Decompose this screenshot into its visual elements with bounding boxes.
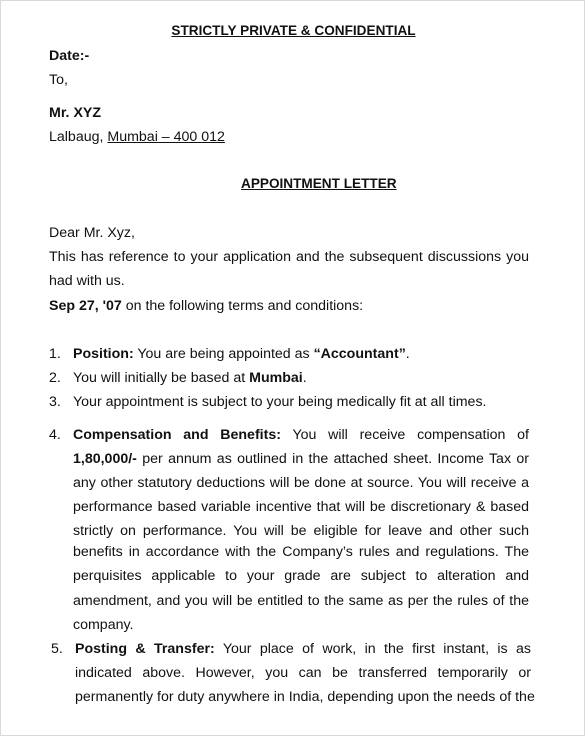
term-4-line-8: amendment, and you will be entitled to the same as per the rules of the	[73, 593, 529, 609]
term-4-line-9: company.	[73, 617, 134, 633]
term-4-line-5: strictly on performance. You will be eligible for leave and other such	[73, 523, 529, 539]
terms-date-rest: on the following terms and conditions:	[121, 298, 364, 314]
intro-line-2: had with us.	[49, 273, 125, 289]
letter-subject: APPOINTMENT LETTER	[241, 176, 397, 191]
term-4-label: Compensation and Benefits:	[73, 427, 281, 443]
terms-date-line	[49, 298, 363, 314]
salutation: Dear Mr. Xyz,	[49, 225, 135, 241]
term-3-number: 3.	[49, 394, 61, 410]
term-5-line-3: permanently for duty anywhere in India, depending upon the needs of the	[75, 689, 535, 705]
term-4-number: 4.	[49, 427, 61, 443]
term-1-text	[73, 346, 410, 362]
term-4-line-3: any other statutory deductions will be done at source. You will receive a	[73, 475, 529, 491]
term-2-end: .	[302, 370, 307, 386]
address-prefix: Lalbaug,	[49, 129, 108, 145]
term-2-number: 2.	[49, 370, 61, 386]
term-4-line-6: benefits in accordance with the Company’s rules and regulations. The	[73, 544, 529, 560]
address-city: Mumbai – 400 012	[107, 129, 225, 145]
term-1-highlight: “Accountant”	[313, 346, 406, 362]
term-4-line-1-rest: You will receive compensation of	[280, 427, 529, 443]
term-1-end: .	[405, 346, 410, 362]
term-4-line-4: performance based variable incentive that will be discretionary & based	[73, 499, 529, 515]
term-4-line-7: perquisites applicable to your grade are subject to alteration and	[73, 568, 529, 584]
term-1-number: 1.	[49, 346, 61, 362]
term-5-line-1-rest: Your place of work, in the first instant, is as	[214, 641, 531, 657]
term-5-number: 5.	[51, 641, 63, 657]
to-label: To,	[49, 72, 68, 88]
term-1-body: You are being appointed as	[133, 346, 314, 362]
term-2-body: You will initially be based at	[73, 370, 250, 386]
term-1-label: Position:	[73, 346, 134, 362]
recipient-address	[49, 129, 225, 145]
confidential-heading: STRICTLY PRIVATE & CONFIDENTIAL	[171, 23, 416, 38]
term-2-text	[73, 370, 307, 386]
term-4-line-2	[73, 451, 529, 467]
term-3-text: Your appointment is subject to your being medically fit at all times.	[73, 394, 487, 410]
intro-line-1: This has reference to your application and the subsequent discussions you	[49, 249, 529, 265]
term-2-highlight: Mumbai	[249, 370, 303, 386]
term-5-line-1	[75, 641, 531, 657]
terms-date: Sep 27, '07	[49, 298, 122, 314]
term-4-line-1	[73, 427, 529, 443]
term-4-line-2-rest: per annum as outlined in the attached sheet. Income Tax or	[136, 451, 529, 467]
term-5-line-2: indicated above. However, you can be transferred temporarily or	[75, 665, 531, 681]
term-4-amount: 1,80,000/-	[73, 451, 137, 467]
date-label: Date:-	[49, 48, 90, 64]
term-5-label: Posting & Transfer:	[75, 641, 215, 657]
recipient-name: Mr. XYZ	[49, 105, 102, 121]
